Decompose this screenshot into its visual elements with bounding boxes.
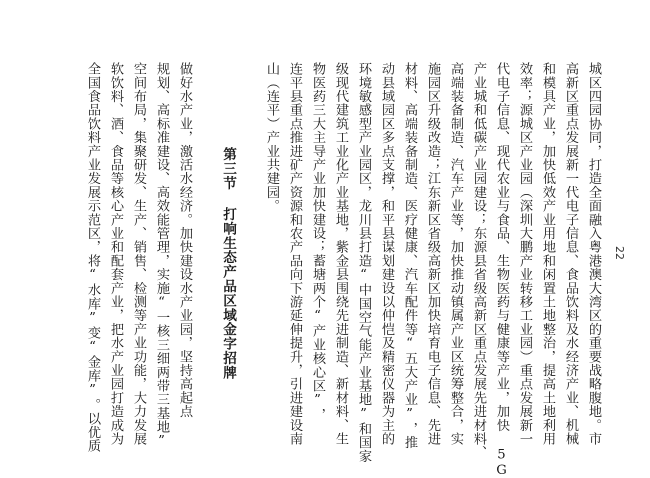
- page-number: 22: [613, 246, 626, 260]
- text-line: 空间布局，集聚研发、生产、销售、检测等产业功能，大力发展: [131, 62, 146, 446]
- section-heading: 第三节 打响生态产品区域金字招牌: [220, 147, 236, 380]
- text-line: 山（连平）产业共建园。: [264, 62, 279, 213]
- text-line: 动县域园区多点支撑，和平县谋划建设以仲恺及精密仪器为主的: [379, 62, 394, 446]
- text-line: 物医药三大主导产业加快建设；蓄塘两个“产业核心区”，: [310, 62, 325, 422]
- text-line: 规划、高标准建设、高效能管理，实施“一核三细两带三基地”: [154, 62, 169, 450]
- text-line: 和模具产业，加快低效产业用地和闲置土地整治，提高土地利用: [540, 62, 555, 446]
- text-line: 全国食品饮料产业发展示范区，将“水库”变“金库”。以优质: [85, 62, 100, 453]
- text-line: 高端装备制造、汽车产业等，加快推动镇属产业区统筹整合，实: [448, 62, 463, 446]
- text-line: 环境敏感型产业园区，龙川县打造“中国空气能产业基地”和国家: [356, 62, 371, 463]
- text-line: 连平县重点推进矿产资源和农产品向下游延伸提升，引进建设南: [287, 62, 302, 446]
- text-line: 效率；源城区产业园（深圳大鹏产业转移工业园）重点发展新一: [517, 62, 532, 446]
- text-line: 代电子信息、现代农业与食品、生物医药与健康等产业，加快 5G: [494, 62, 509, 478]
- text-line: 级现代建筑工业化产业基地，紫金县围绕先进制造、新材料、生: [333, 62, 348, 446]
- text-line: 做好水产业，激活水经济。加快建设水产业园，坚持高起点: [177, 62, 192, 419]
- text-line: 软饮料、酒、食品等核心产业和配套产业，把水产业园打造成为: [108, 62, 123, 446]
- text-line: 高新区重点发展新一代电子信息、食品饮料及水经济产业、机械: [563, 62, 578, 446]
- text-line: 城区四园协同，打造全面融入粤港澳大湾区的重要战略腹地。市: [586, 62, 601, 446]
- text-line: 施园区升级改造；江东新区省级高新区加快培育电子信息、先进: [425, 62, 440, 446]
- document-page: [30, 22, 630, 478]
- text-line: 产业城和低碳产业园建设；东源县省级高新区重点发展先进材料、: [471, 62, 486, 460]
- text-line: 材料、高端装备制造、医疗健康、汽车配件等“五大产业”，推: [402, 62, 417, 450]
